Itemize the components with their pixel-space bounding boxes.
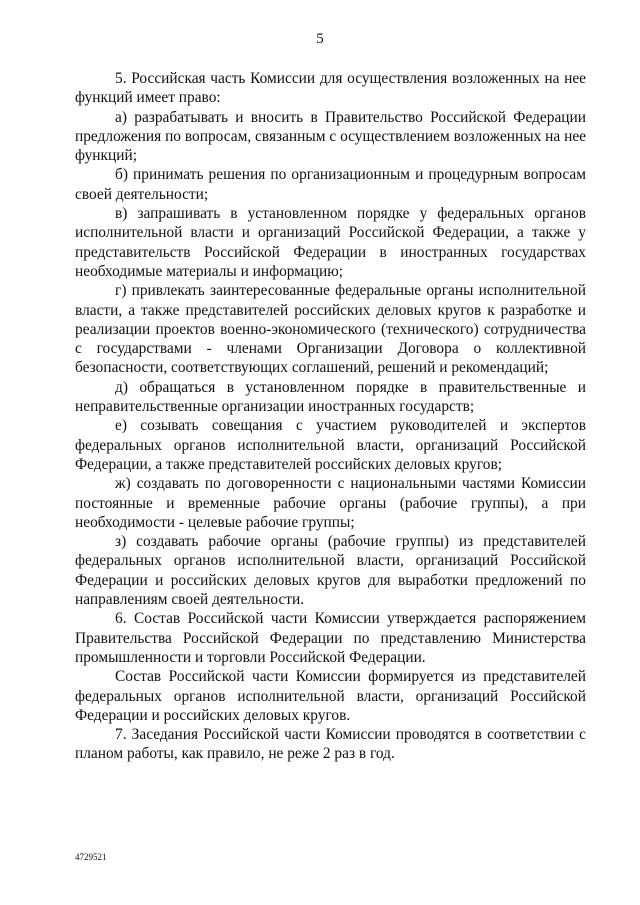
document-body xyxy=(75,69,586,764)
paragraph-6: 6. Состав Российской части Комиссии утверждается распоряжением Правительства Российской Федерации по представлению Министерства промышленности и торговли Российской Федерации. xyxy=(75,610,586,666)
page-number: 5 xyxy=(316,31,324,47)
paragraph-5d: д) обращаться в установленном порядке в правительственные и неправительственные организации иностранных государств; xyxy=(75,378,586,416)
document-code: 4729521 xyxy=(75,852,107,862)
paragraph-5zh: ж) создавать по договоренности с национальными частями Комиссии постоянные и временные рабочие органы (рабочие группы), а при необходимости - целевые рабочие группы; xyxy=(75,475,586,531)
paragraph-5e: е) созывать совещания с участием руководителей и экспертов федеральных органов исполнительной власти, организаций Российской Федерации, а также представителей российских деловых кругов; xyxy=(75,417,586,473)
paragraph-7: 7. Заседания Российской части Комиссии проводятся в соответствии с планом работы, как правило, не реже 2 раз в год. xyxy=(75,726,586,763)
paragraph-5z: з) создавать рабочие органы (рабочие группы) из представителей федеральных органов исполнительной власти, организаций Российской Федерации и российских деловых кругов для выработки предложений по направлениям своей деятельности. xyxy=(75,533,586,609)
paragraph-5g: г) привлекать заинтересованные федеральные органы исполнительной власти, а также представителей российских деловых кругов к разработке и реализации проектов военно-экономического (технического) сотрудничества с государствами - членами Организации Договора о коллективной безопасности, соответствующих соглашений, решений и рекомендаций; xyxy=(75,282,586,377)
paragraph-5v: в) запрашивать в установленном порядке у федеральных органов исполнительной власти и организаций Российской Федерации, а также у представительств Российской Федерации в иностранных государствах необходимые материалы и информацию; xyxy=(75,205,586,280)
paragraph-5a: а) разрабатывать и вносить в Правительство Российской Федерации предложения по вопросам, связанным с осуществлением возложенных на нее функций; xyxy=(75,108,586,165)
paragraph-6-composition: Состав Российской части Комиссии формируется из представителей федеральных органов исполнительной власти, организаций Российской Федерации и российских деловых кругов. xyxy=(75,668,586,724)
paragraph-5: 5. Российская часть Комиссии для осуществления возложенных на нее функций имеет право: xyxy=(75,70,586,107)
paragraph-5b: б) принимать решения по организационным и процедурным вопросам своей деятельности; xyxy=(75,166,586,203)
